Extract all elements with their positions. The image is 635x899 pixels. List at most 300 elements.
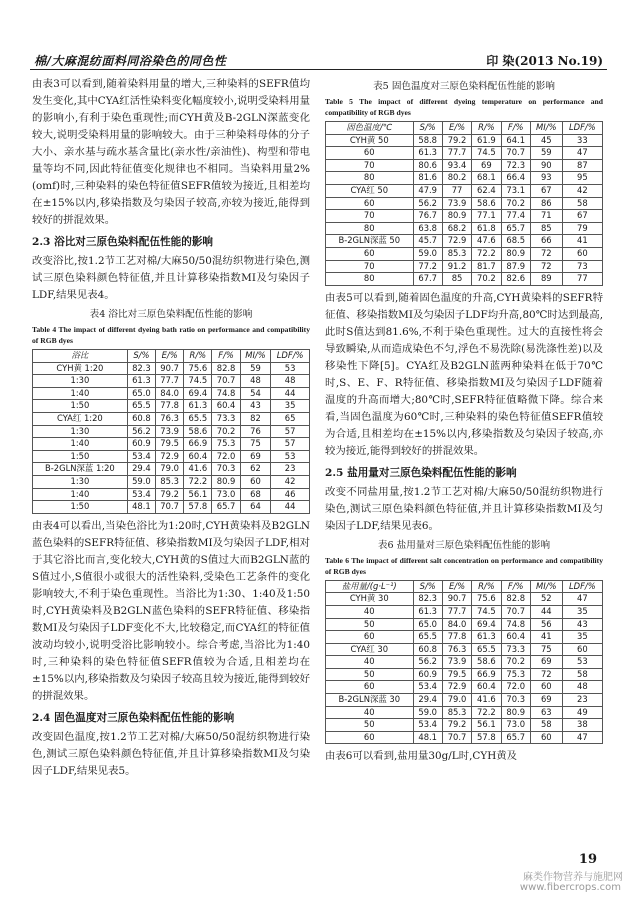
table-cell: 53 xyxy=(271,450,310,463)
column-header: F/% xyxy=(501,122,530,135)
table-cell: 72.0 xyxy=(501,681,530,694)
section-heading-2-5: 2.5 盐用量对三原色染料配伍性能的影响 xyxy=(325,466,517,479)
table-cell: 70.7 xyxy=(501,147,530,160)
table-cell: 73.3 xyxy=(501,643,530,656)
table-cell: 85.3 xyxy=(442,706,471,719)
table-cell: 82.3 xyxy=(127,362,155,375)
table-row xyxy=(326,618,603,631)
table-cell: 73.9 xyxy=(442,656,471,669)
table-row xyxy=(326,631,603,644)
table-cell: 65.5 xyxy=(127,400,155,413)
table-cell: B-2GLN深蓝 30 xyxy=(326,694,414,707)
table-4 xyxy=(32,349,310,514)
table-cell: CYA红 50 xyxy=(326,184,414,197)
table-row xyxy=(326,147,603,160)
table-cell: 53 xyxy=(562,656,602,669)
table-cell: 47 xyxy=(562,593,602,606)
table-cell: 45 xyxy=(530,134,562,147)
table-cell: 29.4 xyxy=(127,463,155,476)
table-cell: 65.0 xyxy=(127,387,155,400)
table-cell: 73.0 xyxy=(501,719,530,732)
table-cell: 75 xyxy=(240,438,271,451)
table-cell: 93.4 xyxy=(442,159,471,172)
table-cell: 60 xyxy=(326,147,414,160)
table-cell: 1:50 xyxy=(33,450,128,463)
table-cell: 1:40 xyxy=(33,438,128,451)
table-cell: 1:40 xyxy=(33,488,128,501)
table-cell: 73.9 xyxy=(442,197,471,210)
table-cell: 61.3 xyxy=(413,147,442,160)
paragraph: 改变固色温度,按1.2节工艺对棉/大麻50/50混纺织物进行染色,测试三原色染料颜色特征值,并且计算移染指数MI及匀染因子LDF,结果见表5。 xyxy=(32,730,310,777)
table-row xyxy=(33,400,310,413)
table-cell: 60.4 xyxy=(212,400,240,413)
table-cell: 63 xyxy=(530,706,562,719)
table-cell: 68.2 xyxy=(442,222,471,235)
watermark-url: www.fibercrops.com xyxy=(519,882,621,893)
table-cell: 60.4 xyxy=(472,681,501,694)
column-header: MI/% xyxy=(530,580,562,593)
table-row xyxy=(33,463,310,476)
table-cell: 70 xyxy=(326,210,414,223)
table-cell: B-2GLN深蓝 50 xyxy=(326,235,414,248)
paragraph: 由表5可以看到,随着固色温度的升高,CYH黄染料的SEFR特征值、移染指数MI及匀染因子LDF均升高,80℃时达到最高,此时S值达到81.6%,不利于染色重现性。过大的直接性将会导致瞬染,从而造成染色不匀,浮色不易洗除(易洗涤性差)以及移染性下降[5]。CYA红及B2GLN蓝两种染料在低于70℃时,S、E、F、R特征值、移染指数MI及匀染因子LDF随着温度的升高而增大;80℃时,SEFR特征值略微下降。综合来看,当固色温度为60℃时,三种染料的染色特征值SEFR值较为合适,且相差均在±15%以内,移染指数及匀染因子较高,亦较为接近,能得到较好的拼混效果。 xyxy=(325,291,603,457)
table-cell: 85 xyxy=(530,222,562,235)
table-row xyxy=(33,412,310,425)
table-cell: 74.8 xyxy=(212,387,240,400)
column-header: MI/% xyxy=(530,122,562,135)
table-row xyxy=(33,450,310,463)
table-cell: 50 xyxy=(326,668,414,681)
table-cell: 70.7 xyxy=(501,605,530,618)
table-cell: 90.7 xyxy=(156,362,184,375)
table-cell: 46 xyxy=(271,488,310,501)
table-cell: 81.6 xyxy=(413,172,442,185)
table-row xyxy=(326,656,603,669)
table-cell: 70.2 xyxy=(472,273,501,286)
table-row xyxy=(326,172,603,185)
table-row xyxy=(326,706,603,719)
paragraph: 由表4可以看出,当染色浴比为1:20时,CYH黄染料及B2GLN蓝色染料的SEFR特征值、移染指数MI及匀染因子LDF,相对于其它浴比而言,变化较大,CYH黄的S值过大而B2GLN蓝的S值过小,S值很小或很大的活性染料,受染色工艺条件的变化影响较大,不利于染色重现性。当浴比为1:30、1:40及1:50时,CYH黄染料及B2GLN蓝色染料的SEFR特征值、移染指数MI及匀染因子LDF变化不大,比较稳定,而CYA红的特征值波动均较小,说明受浴比影响较小。综合考虑,当浴比为1:40时,三种染料的染色特征值SEFR值较为合适,且相差均在±15%以内,移染指数及匀染因子较高且较为接近,能得到较好的拼混效果。 xyxy=(32,519,310,702)
table-row xyxy=(326,643,603,656)
table-cell: 63.8 xyxy=(413,222,442,235)
table-row xyxy=(33,475,310,488)
table-cell: 79.2 xyxy=(442,719,471,732)
table-row xyxy=(326,260,603,273)
paragraph: 由表6可以看到,盐用量30g/L时,CYH黄及 xyxy=(325,750,518,763)
table-cell: 79.0 xyxy=(156,463,184,476)
table-cell: CYH黄 50 xyxy=(326,134,414,147)
table-row xyxy=(326,159,603,172)
table-cell: 40 xyxy=(326,706,414,719)
table-cell: 1:40 xyxy=(33,387,128,400)
table-cell: 64.1 xyxy=(501,134,530,147)
table-cell: CYA红 30 xyxy=(326,643,414,656)
table-cell: 57.8 xyxy=(472,731,501,744)
table-cell: 41.6 xyxy=(184,463,212,476)
table-cell: 82.6 xyxy=(501,273,530,286)
column-header: 浴比 xyxy=(33,350,128,363)
table4-caption-cn: 表4 浴比对三原色染料配伍性能的影响 xyxy=(89,309,253,320)
table-row xyxy=(326,222,603,235)
table-cell: 43 xyxy=(240,400,271,413)
table-header-row xyxy=(326,580,603,593)
table-cell: 56.2 xyxy=(413,197,442,210)
table-cell: 75.6 xyxy=(472,593,501,606)
table-cell: 74.5 xyxy=(472,605,501,618)
table-cell: 50 xyxy=(326,719,414,732)
table-cell: 93 xyxy=(530,172,562,185)
table-cell: 69.4 xyxy=(472,618,501,631)
table5-caption-cn: 表5 固色温度对三原色染料配伍性能的影响 xyxy=(373,81,555,92)
table-row xyxy=(326,668,603,681)
table-cell: 65.7 xyxy=(501,222,530,235)
table-cell: 79 xyxy=(562,222,602,235)
column-header: E/% xyxy=(442,122,471,135)
table-cell: 77.2 xyxy=(413,260,442,273)
watermark-site-name: 麻类作物营养与施肥网 xyxy=(523,872,623,883)
table-cell: 76 xyxy=(240,425,271,438)
table-cell: 60 xyxy=(530,681,562,694)
table-cell: 79.5 xyxy=(442,668,471,681)
table-row xyxy=(33,425,310,438)
table-cell: 82.8 xyxy=(501,593,530,606)
table-cell: 87 xyxy=(562,159,602,172)
table-cell: 53.4 xyxy=(413,681,442,694)
table-cell: 41 xyxy=(562,235,602,248)
table-cell: 1:30 xyxy=(33,425,128,438)
table-cell: 76.3 xyxy=(156,412,184,425)
column-header: R/% xyxy=(472,122,501,135)
table-cell: 77.1 xyxy=(472,210,501,223)
table-cell: 80.9 xyxy=(442,210,471,223)
table-cell: 82 xyxy=(240,412,271,425)
table-cell: 60.4 xyxy=(501,631,530,644)
column-header: S/% xyxy=(413,580,442,593)
table-cell: 73.3 xyxy=(212,412,240,425)
table-cell: 77.8 xyxy=(156,400,184,413)
table-cell: 69 xyxy=(472,159,501,172)
table-cell: 65.7 xyxy=(212,501,240,514)
table-cell: 77 xyxy=(562,273,602,286)
table-cell: 64 xyxy=(240,501,271,514)
table-cell: 48 xyxy=(240,375,271,388)
table-cell: 66.4 xyxy=(501,172,530,185)
table-row xyxy=(326,184,603,197)
table5-caption-en: Table 5 The impact of different dyeing temperature on performance and compatibility of RGB dyes xyxy=(325,97,603,117)
table-cell: 56.1 xyxy=(472,719,501,732)
table-cell: 58.8 xyxy=(413,134,442,147)
table-cell: 45.7 xyxy=(413,235,442,248)
table-cell: 56.2 xyxy=(127,425,155,438)
table-cell: 75.6 xyxy=(184,362,212,375)
column-header: F/% xyxy=(501,580,530,593)
table-cell: 79.5 xyxy=(156,438,184,451)
table-cell: 77 xyxy=(442,184,471,197)
table-cell: 86 xyxy=(530,197,562,210)
table-cell: 80.6 xyxy=(413,159,442,172)
column-header: LDF/% xyxy=(271,350,310,363)
table-cell: 50 xyxy=(326,618,414,631)
table-cell: 58 xyxy=(562,668,602,681)
table-cell: 48 xyxy=(562,681,602,694)
table-cell: 60 xyxy=(530,731,562,744)
section-heading-2-3: 2.3 浴比对三原色染料配伍性能的影响 xyxy=(32,236,214,248)
table-row xyxy=(33,438,310,451)
table-cell: 84.0 xyxy=(156,387,184,400)
table-cell: 80.9 xyxy=(212,475,240,488)
table-row xyxy=(33,501,310,514)
table-cell: 85.3 xyxy=(442,247,471,260)
left-column xyxy=(32,76,310,782)
page-number: 19 xyxy=(578,852,597,867)
table-cell: 82.8 xyxy=(212,362,240,375)
table-cell: 53.4 xyxy=(127,488,155,501)
table-cell: 53.4 xyxy=(127,450,155,463)
table-cell: 74.5 xyxy=(184,375,212,388)
table-cell: 47.6 xyxy=(472,235,501,248)
table-cell: 75.3 xyxy=(212,438,240,451)
table-cell: 57.8 xyxy=(184,501,212,514)
table-cell: 72 xyxy=(530,260,562,273)
table-cell: 90 xyxy=(530,159,562,172)
table-cell: 70.7 xyxy=(442,731,471,744)
table-cell: 60.9 xyxy=(413,668,442,681)
table-cell: 68.1 xyxy=(472,172,501,185)
table-cell: 59.0 xyxy=(127,475,155,488)
header-journal: 印 染(2013 No.19) xyxy=(486,54,603,68)
table-cell: 59 xyxy=(530,147,562,160)
table-cell: 66 xyxy=(530,235,562,248)
table-cell: 61.3 xyxy=(472,631,501,644)
table-cell: 85 xyxy=(442,273,471,286)
table-cell: 35 xyxy=(271,400,310,413)
table-cell: 49 xyxy=(562,706,602,719)
table-cell: 60 xyxy=(326,631,414,644)
table-cell: 53 xyxy=(271,362,310,375)
table-cell: 90.7 xyxy=(442,593,471,606)
table-cell: 77.7 xyxy=(442,605,471,618)
table-cell: 68 xyxy=(240,488,271,501)
table-cell: 66.9 xyxy=(184,438,212,451)
table-cell: 79.2 xyxy=(156,488,184,501)
table-row xyxy=(326,681,603,694)
column-header: LDF/% xyxy=(562,580,602,593)
table-cell: 81.7 xyxy=(472,260,501,273)
table-cell: 80 xyxy=(326,172,414,185)
table-cell: 67 xyxy=(530,184,562,197)
table-cell: 61.9 xyxy=(472,134,501,147)
table-cell: 70.3 xyxy=(212,463,240,476)
table-cell: 80.9 xyxy=(501,247,530,260)
table-row xyxy=(33,375,310,388)
table-cell: 75.3 xyxy=(501,668,530,681)
table-cell: CYH黄 1:20 xyxy=(33,362,128,375)
table-cell: 42 xyxy=(271,475,310,488)
column-header: E/% xyxy=(442,580,471,593)
table-cell: 56.1 xyxy=(184,488,212,501)
table-cell: 75 xyxy=(530,643,562,656)
column-header: S/% xyxy=(127,350,155,363)
table-cell: 33 xyxy=(562,134,602,147)
table-cell: B-2GLN深蓝 1:20 xyxy=(33,463,128,476)
table-cell: 80 xyxy=(326,222,414,235)
table-cell: 70.2 xyxy=(212,425,240,438)
table-cell: 38 xyxy=(562,719,602,732)
table-cell: 59.0 xyxy=(413,247,442,260)
table-cell: 52 xyxy=(530,593,562,606)
table-cell: 70.2 xyxy=(501,197,530,210)
table-cell: 82.3 xyxy=(413,593,442,606)
table-cell: 40 xyxy=(326,656,414,669)
table-cell: 69 xyxy=(240,450,271,463)
table-header-row xyxy=(33,350,310,363)
table-cell: 42 xyxy=(562,184,602,197)
table-5 xyxy=(325,121,603,286)
table6-caption-cn: 表6 盐用量对三原色染料配伍性能的影响 xyxy=(377,539,551,551)
table-cell: 40 xyxy=(326,605,414,618)
table-row xyxy=(33,362,310,375)
table-cell: 80.9 xyxy=(501,706,530,719)
table-cell: 89 xyxy=(530,273,562,286)
table-row xyxy=(326,134,603,147)
table-cell: 41 xyxy=(530,631,562,644)
column-header: R/% xyxy=(472,580,501,593)
column-header: F/% xyxy=(212,350,240,363)
table-6 xyxy=(325,580,603,745)
column-header: E/% xyxy=(156,350,184,363)
table-cell: 79.2 xyxy=(442,134,471,147)
table-cell: 67 xyxy=(562,210,602,223)
table-cell: 47 xyxy=(562,731,602,744)
table-cell: 70 xyxy=(326,260,414,273)
table-cell: 73 xyxy=(562,260,602,273)
table6-caption-en: Table 6 The impact of different salt concentration on performance and compatibility of RGB dyes xyxy=(325,555,603,576)
table-header-row xyxy=(326,122,603,135)
table-cell: 70.7 xyxy=(156,501,184,514)
table-cell: 1:30 xyxy=(33,475,128,488)
table-cell: 76.3 xyxy=(442,643,471,656)
column-header: R/% xyxy=(184,350,212,363)
table-cell: 57 xyxy=(271,425,310,438)
table-row xyxy=(326,235,603,248)
table-cell: 60 xyxy=(240,475,271,488)
table-cell: 60 xyxy=(562,643,602,656)
table-cell: 70.7 xyxy=(212,375,240,388)
table-cell: 72.2 xyxy=(472,247,501,260)
table-cell: 72.9 xyxy=(442,235,471,248)
table-cell: 47 xyxy=(562,147,602,160)
table-cell: 79.0 xyxy=(442,694,471,707)
table-row xyxy=(33,488,310,501)
table-cell: 85.3 xyxy=(156,475,184,488)
paragraph: 改变浴比,按1.2节工艺对棉/大麻50/50混纺织物进行染色,测试三原色染料颜色特征值,并且计算移染指数MI及匀染因子LDF,结果见表4。 xyxy=(32,255,310,301)
table-cell: 87.9 xyxy=(501,260,530,273)
table-cell: 77.7 xyxy=(442,147,471,160)
table-cell: 53.4 xyxy=(413,719,442,732)
table-cell: 65.5 xyxy=(472,643,501,656)
table-cell: 60 xyxy=(326,681,414,694)
table-cell: 56 xyxy=(530,618,562,631)
table-cell: 60 xyxy=(326,247,414,260)
table-cell: 65 xyxy=(271,412,310,425)
table-cell: 66.9 xyxy=(472,668,501,681)
table-cell: 72.9 xyxy=(442,681,471,694)
table-cell: 23 xyxy=(562,694,602,707)
table-cell: 1:30 xyxy=(33,375,128,388)
table-cell: 84.0 xyxy=(442,618,471,631)
table-cell: 76.7 xyxy=(413,210,442,223)
table-cell: 73.1 xyxy=(501,184,530,197)
paragraph: 改变不同盐用量,按1.2节工艺对棉/大麻50/50混纺织物进行染色,测试三原色染料颜色特征值,并且计算移染指数MI及匀染因子LDF,结果见表6。 xyxy=(325,485,603,532)
table-cell: 47.9 xyxy=(413,184,442,197)
table-cell: 60.8 xyxy=(127,412,155,425)
table-cell: 77.7 xyxy=(156,375,184,388)
table-cell: 70.3 xyxy=(501,694,530,707)
table-row xyxy=(326,719,603,732)
table-cell: 72 xyxy=(530,247,562,260)
table-row xyxy=(326,197,603,210)
table-row xyxy=(326,731,603,744)
table-cell: 35 xyxy=(562,605,602,618)
table-cell: 72.2 xyxy=(472,706,501,719)
table-cell: 61.3 xyxy=(413,605,442,618)
table-cell: 62.4 xyxy=(472,184,501,197)
right-column xyxy=(325,76,603,767)
table-cell: 77.4 xyxy=(501,210,530,223)
table-row xyxy=(326,247,603,260)
table-cell: 61.3 xyxy=(184,400,212,413)
table-cell: 70.2 xyxy=(501,656,530,669)
table-cell: 44 xyxy=(271,387,310,400)
column-header: S/% xyxy=(413,122,442,135)
table-cell: 60.9 xyxy=(127,438,155,451)
table-cell: CYH黄 30 xyxy=(326,593,414,606)
table4-caption-en: Table 4 The impact of different dyeing bath ratio on performance and compatibility of RGB dyes xyxy=(32,325,310,345)
table-cell: 60 xyxy=(562,247,602,260)
table-cell: 61.3 xyxy=(127,375,155,388)
table-cell: 91.2 xyxy=(442,260,471,273)
table-cell: 23 xyxy=(271,463,310,476)
table-row xyxy=(326,605,603,618)
table-cell: 74.8 xyxy=(501,618,530,631)
table-cell: 73.9 xyxy=(156,425,184,438)
table-cell: 48.1 xyxy=(127,501,155,514)
table-cell: 61.8 xyxy=(472,222,501,235)
table-cell: 68.5 xyxy=(501,235,530,248)
table-row xyxy=(326,694,603,707)
table-cell: 58.6 xyxy=(472,656,501,669)
table-cell: 60.4 xyxy=(184,450,212,463)
table-cell: 58 xyxy=(562,197,602,210)
table-cell: 41.6 xyxy=(472,694,501,707)
table-cell: 65.7 xyxy=(501,731,530,744)
table-row xyxy=(326,273,603,286)
table-cell: 65.0 xyxy=(413,618,442,631)
column-header: 盐用量/(g·L⁻¹) xyxy=(326,580,414,593)
table-cell: 57 xyxy=(271,438,310,451)
table-cell: 48 xyxy=(271,375,310,388)
table-row xyxy=(326,210,603,223)
table-cell: 58 xyxy=(530,719,562,732)
table-cell: 1:50 xyxy=(33,400,128,413)
table-row xyxy=(326,593,603,606)
table-cell: 44 xyxy=(530,605,562,618)
column-header: LDF/% xyxy=(562,122,602,135)
table-cell: 77.8 xyxy=(442,631,471,644)
table-cell: 72.9 xyxy=(156,450,184,463)
table-cell: 72.3 xyxy=(501,159,530,172)
section-heading-2-4: 2.4 固色温度对三原色染料配伍性能的影响 xyxy=(32,711,235,724)
